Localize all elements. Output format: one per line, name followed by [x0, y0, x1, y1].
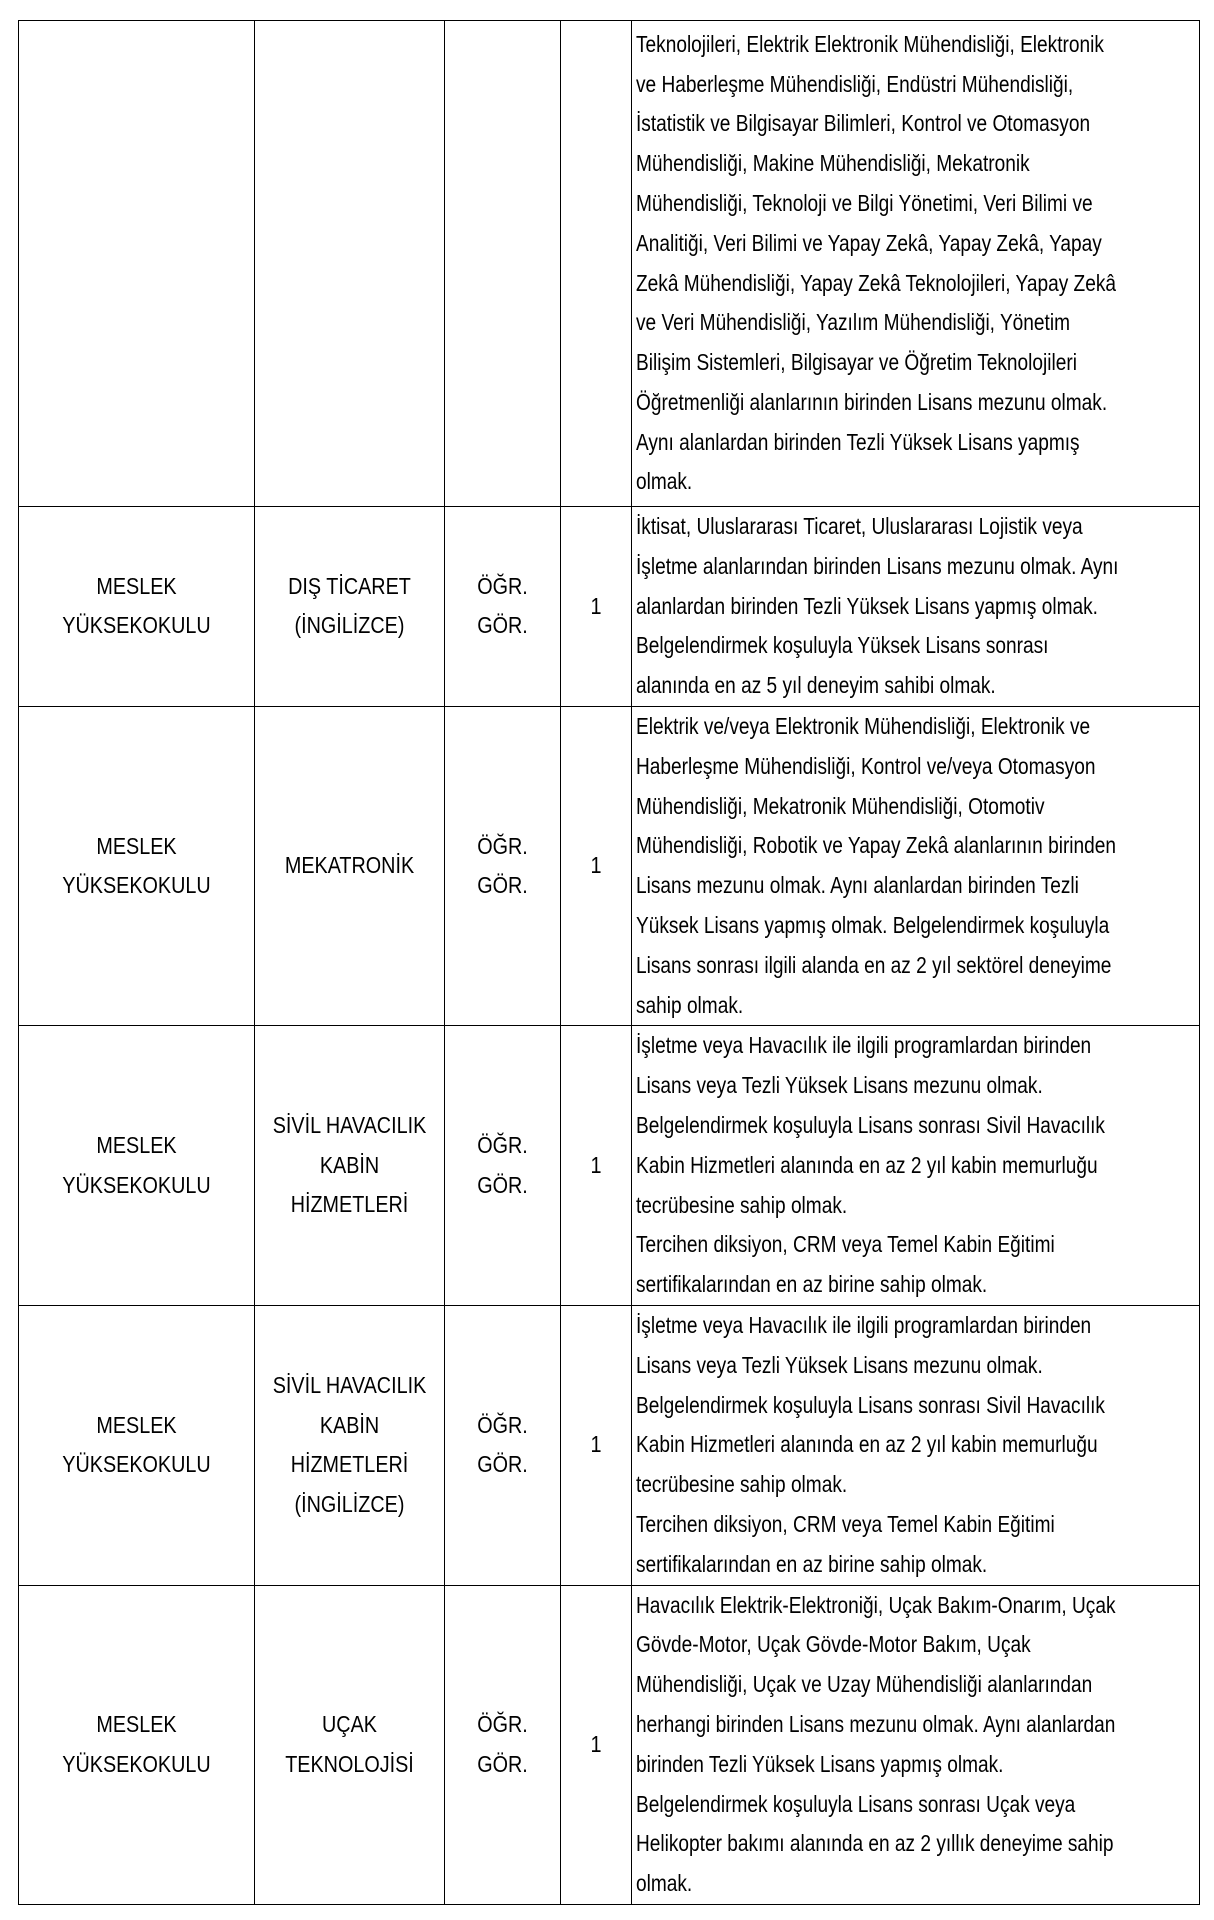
requirements-cell-line: Havacılık Elektrik-Elektroniği, Uçak Bakım-Onarım, Uçak — [636, 1591, 1116, 1618]
unit-cell-line: YÜKSEKOKULU — [62, 872, 211, 899]
unit-cell — [19, 21, 255, 507]
requirements-cell — [632, 706, 1200, 1025]
program-cell-line: (İNGİLİZCE) — [294, 1490, 405, 1517]
positions-table — [18, 20, 1200, 1905]
title-cell-line: ÖĞR. — [477, 1132, 528, 1159]
requirements-cell-line: Yüksek Lisans yapmış olmak. Belgelendirmek koşuluyla — [636, 911, 1110, 938]
requirements-cell-line: Lisans mezunu olmak. Aynı alanlardan birinden Tezli — [636, 872, 1079, 899]
requirements-cell-line: İktisat, Uluslararası Ticaret, Uluslararası Lojistik veya — [636, 513, 1083, 539]
title-cell-line: GÖR. — [477, 872, 528, 899]
program-cell-line: KABİN — [319, 1411, 380, 1438]
count-cell-line: 1 — [590, 1151, 602, 1178]
count-cell — [561, 21, 632, 507]
requirements-cell-line: tecrübesine sahip olmak. — [636, 1191, 848, 1218]
count-cell — [561, 1026, 632, 1306]
requirements-cell-line: Mühendisliği, Uçak ve Uzay Mühendisliği alanlarından — [636, 1671, 1093, 1698]
table-row — [19, 706, 1200, 1025]
unit-cell-line: MESLEK — [96, 572, 177, 599]
program-cell-line: HİZMETLERİ — [290, 1191, 409, 1218]
count-cell-line: 1 — [590, 852, 602, 879]
unit-cell-line: MESLEK — [96, 1711, 177, 1738]
program-cell-line: DIŞ TİCARET — [288, 572, 411, 599]
title-cell-line: ÖĞR. — [477, 1711, 528, 1738]
requirements-cell-line: Tercihen diksiyon, CRM veya Temel Kabin Eğitimi — [636, 1510, 1055, 1537]
unit-cell-line: YÜKSEKOKULU — [62, 1171, 211, 1198]
requirements-cell-line: Zekâ Mühendisliği, Yapay Zekâ Teknolojileri, Yapay Zekâ — [636, 269, 1116, 296]
unit-cell — [19, 1026, 255, 1306]
title-cell-line: GÖR. — [477, 1750, 528, 1777]
requirements-cell-line: Haberleşme Mühendisliği, Kontrol ve/veya Otomasyon — [636, 752, 1096, 779]
title-cell — [445, 1026, 561, 1306]
requirements-cell-line: Lisans veya Tezli Yüksek Lisans mezunu olmak. — [636, 1351, 1043, 1378]
title-cell-line: ÖĞR. — [477, 832, 528, 859]
requirements-cell — [632, 1026, 1200, 1306]
count-cell-line: 1 — [590, 592, 602, 619]
requirements-cell-line: sertifikalarından en az birine sahip olmak. — [636, 1271, 988, 1298]
unit-cell — [19, 1585, 255, 1904]
requirements-cell-line: birinden Tezli Yüksek Lisans yapmış olmak. — [636, 1750, 1004, 1777]
unit-cell — [19, 507, 255, 707]
requirements-cell-line: Belgelendirmek koşuluyla Lisans sonrası Uçak veya — [636, 1790, 1076, 1817]
unit-cell-line: MESLEK — [96, 832, 177, 859]
requirements-cell-line: Lisans veya Tezli Yüksek Lisans mezunu olmak. — [636, 1072, 1043, 1099]
requirements-cell-line: ve Veri Mühendisliği, Yazılım Mühendisliği, Yönetim — [636, 309, 1070, 336]
program-cell — [255, 1026, 445, 1306]
requirements-cell-line: ve Haberleşme Mühendisliği, Endüstri Mühendisliği, — [636, 70, 1074, 97]
program-cell — [255, 507, 445, 707]
program-cell-line: MEKATRONİK — [284, 852, 415, 879]
requirements-cell — [632, 21, 1200, 507]
title-cell — [445, 1305, 561, 1585]
title-cell-line: GÖR. — [477, 1171, 528, 1198]
title-cell-line: GÖR. — [477, 612, 528, 639]
unit-cell-line: YÜKSEKOKULU — [62, 1451, 211, 1478]
program-cell — [255, 706, 445, 1025]
title-cell-line: GÖR. — [477, 1451, 528, 1478]
program-cell-line: SİVİL HAVACILIK — [272, 1372, 427, 1399]
unit-cell-line: YÜKSEKOKULU — [62, 612, 211, 639]
requirements-cell-line: alanlardan birinden Tezli Yüksek Lisans yapmış olmak. — [636, 592, 1098, 619]
unit-cell — [19, 1305, 255, 1585]
requirements-cell-line: Aynı alanlardan birinden Tezli Yüksek Lisans yapmış — [636, 428, 1080, 455]
program-cell-line: TEKNOLOJİSİ — [285, 1750, 414, 1777]
requirements-cell-line: Teknolojileri, Elektrik Elektronik Mühendisliği, Elektronik — [636, 30, 1104, 57]
program-cell — [255, 21, 445, 507]
unit-cell-line: MESLEK — [96, 1132, 177, 1159]
requirements-cell-line: Belgelendirmek koşuluyla Lisans sonrası Sivil Havacılık — [636, 1111, 1105, 1138]
requirements-cell-line: Belgelendirmek koşuluyla Yüksek Lisans sonrası — [636, 632, 1049, 659]
unit-cell-line: MESLEK — [96, 1411, 177, 1438]
table-row — [19, 1305, 1200, 1585]
requirements-cell — [632, 1305, 1200, 1585]
unit-cell-line: YÜKSEKOKULU — [62, 1750, 211, 1777]
requirements-cell-line: Bilişim Sistemleri, Bilgisayar ve Öğretim Teknolojileri — [636, 349, 1077, 376]
count-cell — [561, 706, 632, 1025]
requirements-cell — [632, 1585, 1200, 1904]
requirements-cell — [632, 507, 1200, 707]
requirements-cell-line: sertifikalarından en az birine sahip olmak. — [636, 1550, 988, 1577]
table-row — [19, 21, 1200, 507]
program-cell — [255, 1305, 445, 1585]
requirements-cell-line: Mühendisliği, Teknoloji ve Bilgi Yönetimi, Veri Bilimi ve — [636, 189, 1093, 216]
requirements-cell-line: İşletme veya Havacılık ile ilgili programlardan birinden — [636, 1311, 1092, 1338]
table-row — [19, 1585, 1200, 1904]
title-cell — [445, 706, 561, 1025]
program-cell-line: SİVİL HAVACILIK — [272, 1112, 427, 1139]
requirements-cell-line: sahip olmak. — [636, 991, 744, 1018]
requirements-cell-line: Helikopter bakımı alanında en az 2 yıllık deneyime sahip — [636, 1830, 1114, 1857]
title-cell — [445, 21, 561, 507]
requirements-cell-line: Gövde-Motor, Uçak Gövde-Motor Bakım, Uçak — [636, 1631, 1031, 1658]
count-cell — [561, 1585, 632, 1904]
unit-cell — [19, 706, 255, 1025]
count-cell-line: 1 — [590, 1431, 602, 1458]
table-row — [19, 507, 1200, 707]
program-cell-line: UÇAK — [322, 1711, 377, 1738]
requirements-cell-line: tecrübesine sahip olmak. — [636, 1471, 848, 1498]
count-cell — [561, 1305, 632, 1585]
title-cell-line: ÖĞR. — [477, 572, 528, 599]
program-cell-line: HİZMETLERİ — [290, 1451, 409, 1478]
requirements-cell-line: İşletme alanlarından birinden Lisans mezunu olmak. Aynı — [636, 552, 1119, 579]
requirements-cell-line: Mühendisliği, Makine Mühendisliği, Mekatronik — [636, 150, 1030, 177]
requirements-cell-line: herhangi birinden Lisans mezunu olmak. Aynı alanlardan — [636, 1710, 1116, 1737]
program-cell — [255, 1585, 445, 1904]
title-cell — [445, 507, 561, 707]
requirements-cell-line: Lisans sonrası ilgili alanda en az 2 yıl sektörel deneyime — [636, 951, 1112, 978]
requirements-cell-line: alanında en az 5 yıl deneyim sahibi olmak. — [636, 672, 996, 699]
requirements-cell-line: Öğretmenliği alanlarının birinden Lisans mezunu olmak. — [636, 388, 1108, 415]
requirements-cell-line: Tercihen diksiyon, CRM veya Temel Kabin Eğitimi — [636, 1231, 1055, 1258]
requirements-cell-line: Elektrik ve/veya Elektronik Mühendisliği, Elektronik ve — [636, 712, 1091, 739]
requirements-cell-line: İşletme veya Havacılık ile ilgili programlardan birinden — [636, 1032, 1092, 1059]
title-cell — [445, 1585, 561, 1904]
requirements-cell-line: Kabin Hizmetleri alanında en az 2 yıl kabin memurluğu — [636, 1431, 1098, 1458]
requirements-cell-line: İstatistik ve Bilgisayar Bilimleri, Kontrol ve Otomasyon — [636, 110, 1091, 137]
program-cell-line: KABİN — [319, 1151, 380, 1178]
requirements-cell-line: Analitiği, Veri Bilimi ve Yapay Zekâ, Yapay Zekâ, Yapay — [636, 229, 1102, 256]
requirements-cell-line: Mühendisliği, Robotik ve Yapay Zekâ alanlarının birinden — [636, 832, 1117, 859]
requirements-cell-line: Belgelendirmek koşuluyla Lisans sonrası Sivil Havacılık — [636, 1391, 1105, 1418]
count-cell-line: 1 — [590, 1730, 602, 1757]
program-cell-line: (İNGİLİZCE) — [294, 612, 405, 639]
requirements-cell-line: Mühendisliği, Mekatronik Mühendisliği, Otomotiv — [636, 792, 1045, 819]
requirements-cell-line: Kabin Hizmetleri alanında en az 2 yıl kabin memurluğu — [636, 1151, 1098, 1178]
requirements-cell-line: olmak. — [636, 468, 693, 495]
count-cell — [561, 507, 632, 707]
title-cell-line: ÖĞR. — [477, 1411, 528, 1438]
table-row — [19, 1026, 1200, 1306]
requirements-cell-line: olmak. — [636, 1870, 693, 1897]
